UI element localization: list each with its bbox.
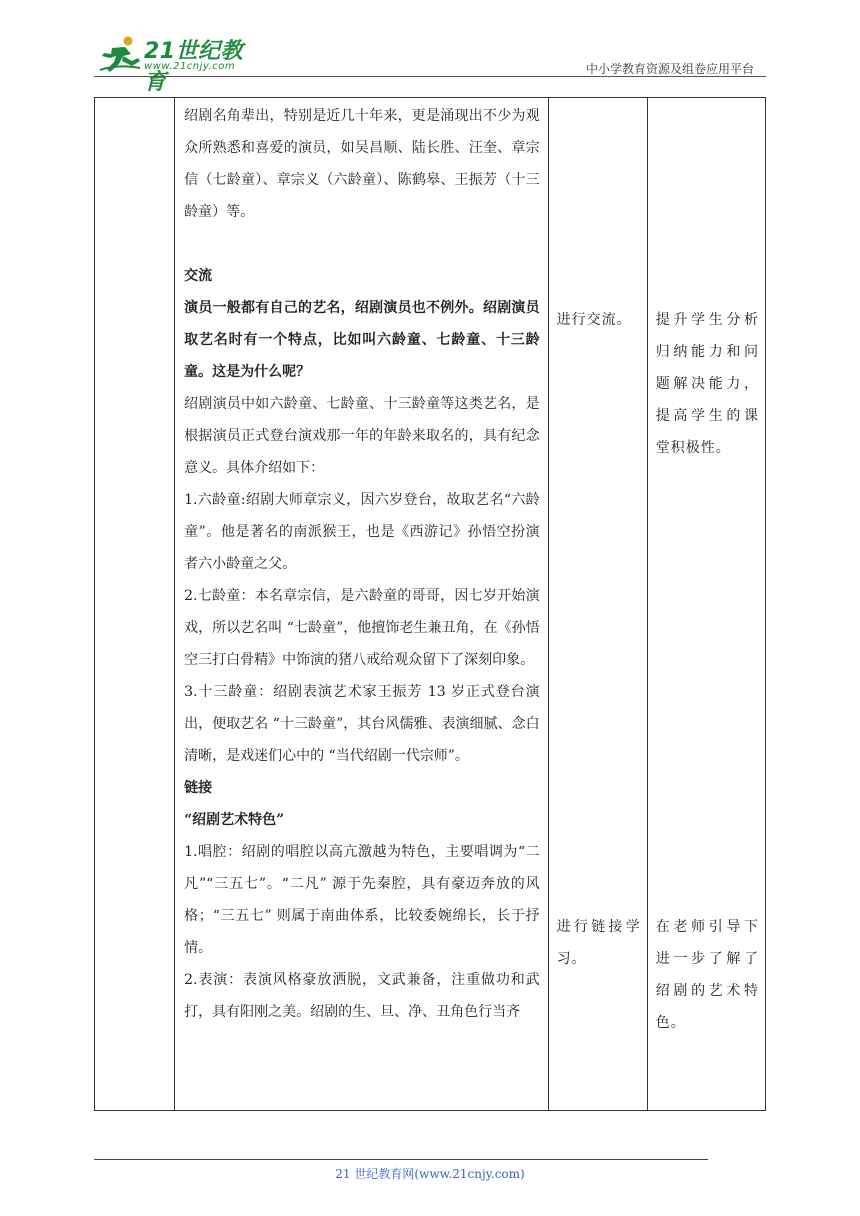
logo: [94, 30, 264, 95]
list-item: 2.表演：表演风格豪放洒脱，文武兼备，注重做功和武打，具有阳刚之美。绍剧的生、旦、净、丑角色行当齐: [184, 972, 540, 1020]
logo-url: www.21cnjy.com: [144, 61, 236, 72]
design-intent-cell: [647, 98, 765, 1111]
list-item: 1.六龄童:绍剧大师章宗义，因六岁登台，故取艺名“六龄童”。他是著名的南派猴王，也是《西游记》孙悟空扮演者六小龄童之父。: [184, 492, 540, 572]
section-heading-exchange: 交流: [184, 268, 213, 284]
logo-wordmark: 21世纪教育: [144, 39, 244, 95]
footer-divider: [94, 1159, 708, 1160]
page-header: [94, 30, 766, 95]
student-activity-exchange: 进行交流。: [556, 312, 632, 328]
teacher-activity-content: [175, 98, 548, 1028]
list-item: 2.七龄童：本名章宗信，是六龄童的哥哥，因七岁开始演戏，所以艺名叫 “七龄童”，他擅饰老生兼丑角，在《孙悟空三打白骨精》中饰演的猪八戒给观众留下了深刻印象。: [184, 588, 540, 668]
paragraph-stage-names: 绍剧演员中如六龄童、七龄童、十三龄童等这类艺名，是根据演员正式登台演戏那一年的年龄来取名的，具有纪念意义。具体介绍如下：: [184, 396, 540, 476]
teacher-activity-cell: [175, 98, 549, 1111]
design-intent-link: 在老师引导下进一步了解了绍剧的艺术特色。: [655, 919, 759, 1031]
footer-text: 21 世纪教育网(www.21cnjy.com): [335, 1167, 525, 1181]
discussion-question: 演员一般都有自己的艺名，绍剧演员也不例外。绍剧演员取艺名时有一个特点，比如叫六龄童、七龄童、十三龄童。这是为什么呢？: [184, 300, 540, 380]
student-activity-cell: [548, 98, 647, 1111]
header-divider: [94, 76, 766, 77]
subsection-title: “绍剧艺术特色”: [184, 812, 285, 828]
design-intent-exchange: 提升学生分析归纳能力和问题解决能力，提高学生的课堂积极性。: [655, 312, 759, 456]
runner-logo-icon: [98, 34, 142, 74]
list-item: 3.十三龄童：绍剧表演艺术家王振芳 13 岁正式登台演出，便取艺名 “十三龄童”，其台风儒雅、表演细腻、念白清晰，是戏迷们心中的 “当代绍剧一代宗师”。: [184, 684, 540, 764]
student-activity-link: 进行链接学习。: [556, 919, 641, 967]
stage-cell: [95, 98, 175, 1111]
paragraph-performers: 绍剧名角辈出，特别是近几十年来，更是涌现出不少为观众所熟悉和喜爱的演员，如吴昌顺、陆长胜、汪奎、章宗信（七龄童）、章宗义（六龄童）、陈鹤皋、王振芳（十三龄童）等。: [184, 108, 540, 220]
lesson-table: [94, 97, 766, 1111]
section-heading-link: 链接: [184, 780, 213, 796]
list-item: 1.唱腔：绍剧的唱腔以高亢激越为特色，主要唱调为“二凡”“三五七”。“二凡” 源于先秦腔，具有豪迈奔放的风格；“三五七” 则属于南曲体系，比较委婉绵长，长于抒情。: [184, 844, 540, 956]
platform-title: 中小学教育资源及组卷应用平台: [585, 62, 754, 76]
table-row: [95, 98, 766, 1111]
